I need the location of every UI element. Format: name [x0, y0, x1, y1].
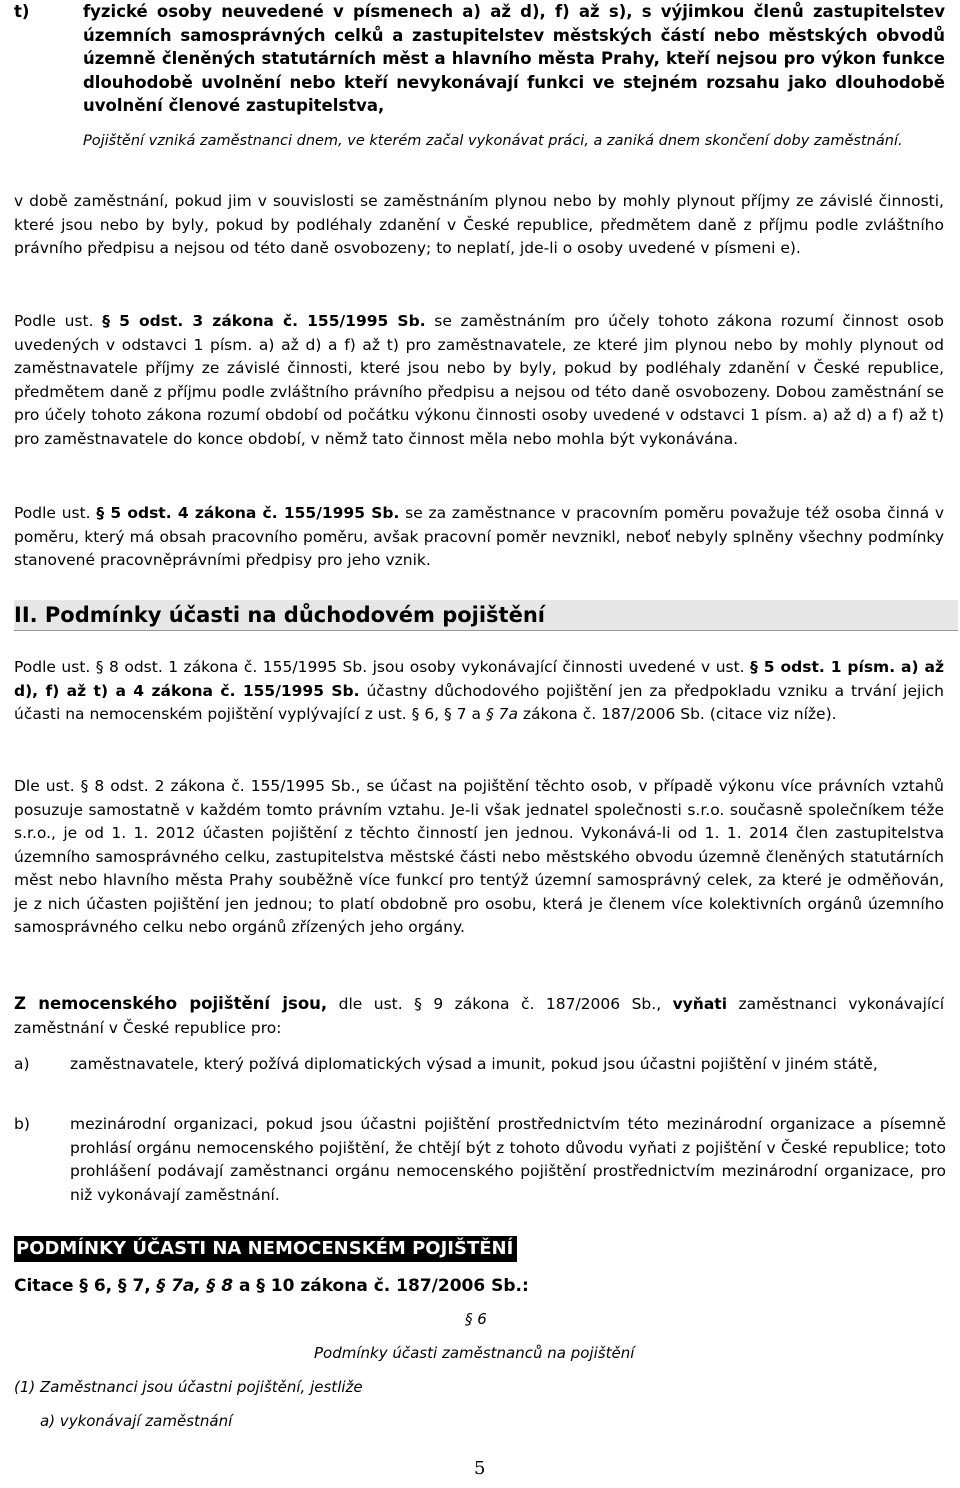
paragraph-8-1 [14, 656, 944, 727]
insurance-start-paragraph: Pojištění vzniká zaměstnanci dnem, ve kterém začal vykonávat práci, a zaniká dnem skončení doby zaměstnání. [83, 133, 903, 149]
section-6-title: Podmínky účasti zaměstnanců na pojištění [314, 1344, 635, 1362]
section-ii-heading [14, 600, 958, 631]
citation-prefix: Citace § 6, § 7, [14, 1276, 157, 1296]
para-9-bold2: vyňati [672, 995, 728, 1013]
citation-suffix: a § 10 zákona č. 187/2006 Sb.: [233, 1276, 529, 1296]
item-t-letter: t) [14, 2, 30, 21]
citation-line [14, 1274, 529, 1298]
para-5-3-ref: § 5 odst. 3 zákona č. 155/1995 Sb. [102, 312, 426, 330]
citation-ref: § 7a, § 8 [156, 1276, 234, 1296]
para-8-1-ref2: § 7a [485, 705, 518, 723]
item-t-text: fyzické osoby neuvedené v písmenech a) až d), f) až s), s výjimkou členů zastupitelstev územních samosprávných celků a zastupitelstev městských částí nebo městských obvodů územně členěných statutárních měst a hlavního města Prahy, kteří nejsou pro výkon funkce dlouhodobě uvolnění nebo kteří nevykonávají funkci ve stejném rozsahu jako dlouhodobě uvolnění členové zastupitelstva, [83, 2, 945, 115]
para-5-4-ref: § 5 odst. 4 zákona č. 155/1995 Sb. [96, 504, 400, 522]
para-5-3-text: se zaměstnáním pro účely tohoto zákona rozumí činnost osob uvedených v odstavci 1 písm. a) až d) a f) až t) pro zaměstnavatele, ze které jim plynou nebo by mohly plynout od zaměstnavatele příjmy ze závislé činnosti, které jsou nebo by byly, pokud by podléhaly zdanění v České republice, předmětem daně z příjmu podle zvláštního právního předpisu a nejsou od této daně osvobozeny. Dobou zaměstnání se pro účely tohoto zákona rozumí období od počátku výkonu činnosti osoby uvedené v odstavci 1 písm. a) až d) a f) až t) pro zaměstnavatele do konce období, v němž tato činnost měla nebo mohla být vykonávána. [14, 312, 944, 448]
para-9-bold: Z nemocenského pojištění jsou, [14, 994, 328, 1013]
para-5-4-text: se za zaměstnance v pracovním poměru považuje též osoba činná v poměru, který má obsah pracovního poměru, avšak pracovní poměr nevznikl, neboť nebyly splněny všechny podmínky stanovené pracovněprávními předpisy pro jeho vznik. [14, 504, 944, 569]
employment-paragraph: v době zaměstnání, pokud jim v souvislosti se zaměstnáním plynou nebo by mohly plynout příjmy ze závislé činnosti, které jsou nebo by byly, pokud by podléhaly zdanění v České republice, předmětem daně z příjmu podle zvláštního právního předpisu a nejsou od této daně osvobozeny; to neplatí, jde-li o osoby uvedené v písmeni e). [14, 192, 944, 257]
section-ii-title: II. Podmínky účasti na důchodovém pojištění [14, 603, 545, 627]
nemocenske-heading: PODMÍNKY ÚČASTI NA NEMOCENSKÉM POJIŠTĚNÍ [14, 1236, 517, 1262]
para-5-4-prefix: Podle ust. [14, 504, 97, 522]
para-8-1-ref: § 5 odst. 1 písm. a) až d), f) až t) a 4 zákona č. 155/1995 Sb. [14, 658, 944, 700]
list-item-letter: a) [14, 1055, 30, 1073]
para-5-3-prefix: Podle ust. [14, 312, 103, 330]
para-8-1-text: účastny důchodového pojištění jen za předpokladu vzniku a trvání jejich účasti na nemocenském pojištění vyplývající z ust. § 6, § 7 a [14, 681, 944, 723]
section-6-item-a: a) vykonávají zaměstnání [40, 1412, 233, 1430]
list-item-letter: b) [14, 1115, 30, 1133]
para-8-1-prefix: Podle ust. § 8 odst. 1 zákona č. 155/1995 Sb. jsou osoby vykonávající činnosti uvedené v ust. [14, 658, 751, 676]
para-8-1-text2: zákona č. 187/2006 Sb. (citace viz níže). [517, 705, 837, 723]
paragraph-5-4 [14, 502, 944, 573]
list-item-text: mezinárodní organizaci, pokud jsou účastni pojištění prostřednictvím této mezinárodní organizace a písemně prohlásí orgánu nemocenského pojištění, že chtějí být z tohoto důvodu vyňati z pojištění v České republice; toto prohlášení podávají zaměstnanci orgánu nemocenského pojištění prostřednictvím mezinárodní organizace, pro niž vykonávají zaměstnání. [70, 1115, 946, 1204]
paragraph-5-3 [14, 310, 944, 451]
section-6-paragraph-1: (1) Zaměstnanci jsou účastni pojištění, jestliže [14, 1378, 363, 1396]
page-number: 5 [474, 1458, 486, 1479]
list-item-text: zaměstnavatele, který požívá diplomatických výsad a imunit, pokud jsou účastni pojištění v jiném státě, [70, 1055, 878, 1073]
section-6-number: § 6 [465, 1310, 487, 1328]
paragraph-9 [14, 992, 944, 1040]
para-9-text: zaměstnanci vykonávající zaměstnání v České republice pro: [14, 995, 945, 1037]
paragraph-8-2: Dle ust. § 8 odst. 2 zákona č. 155/1995 Sb., se účast na pojištění těchto osob, v případě výkonu více právních vztahů posuzuje samostatně v každém tomto právním vztahu. Je-li však jednatel společnosti s.r.o. současně společníkem téže s.r.o., je od 1. 1. 2012 účasten pojištění z těchto činností jen jednou. Vykonává-li od 1. 1. 2014 člen zastupitelstva územního samosprávného celku, zastupitelstva městské části nebo městského obvodu územně členěných statutárních měst nebo hlavního města Prahy souběžně více funkcí pro tentýž územní samosprávný celek, za které je odměňován, je z nich účasten pojištění jen jednou; to platí obdobně pro osobu, která je členem více kolektivních orgánů územního samosprávného celku nebo orgánů zřízených jeho orgány. [14, 777, 944, 936]
para-9-mid: dle ust. § 9 zákona č. 187/2006 Sb., [327, 995, 673, 1013]
